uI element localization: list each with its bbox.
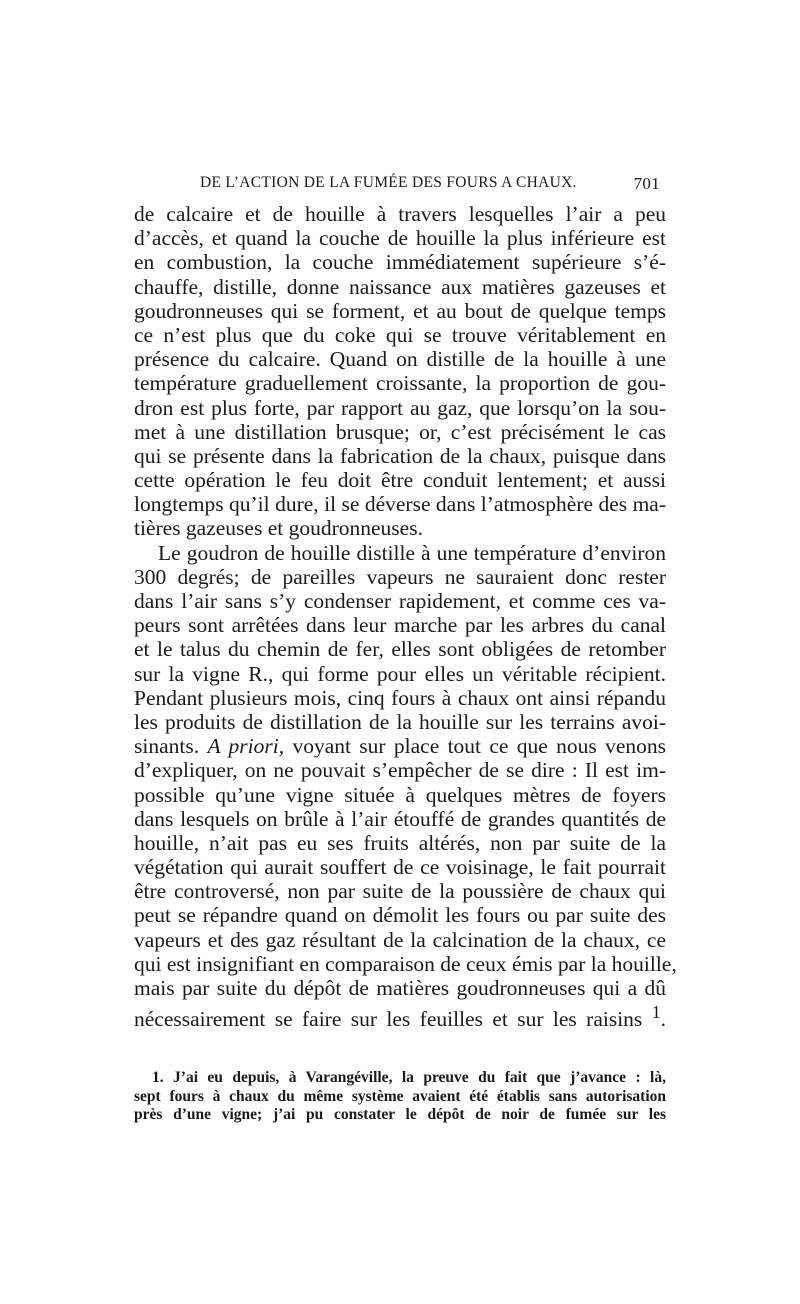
- text-line: Pendant plusieurs mois, cinq fours à chaux ont ainsi répandu: [134, 685, 666, 710]
- text-line: ce n’est plus que du coke qui se trouve véritablement en: [134, 322, 666, 347]
- text-line: température graduellement croissante, la proportion de gou-: [134, 371, 666, 396]
- text-line: [134, 1000, 667, 1032]
- running-title: DE L’ACTION DE LA FUMÉE DES FOURS A CHAUX.: [200, 174, 577, 191]
- text-line: d’expliquer, on ne pouvait s’empêcher de se dire : Il est im-: [134, 758, 666, 783]
- text-line: cette opération le feu doit être conduit lentement; et aussi: [134, 468, 666, 493]
- text-line: peut se répandre quand on démolit les fours ou par suite des: [134, 903, 666, 928]
- text-line: dans l’air sans s’y condenser rapidement, et comme ces va-: [134, 589, 666, 613]
- text-line: qui est insignifiant en comparaison de ceux émis par la houille,: [134, 951, 677, 976]
- footnote-marker: 1: [651, 1002, 661, 1023]
- page-number: 701: [633, 174, 660, 193]
- text-line: possible qu’une vigne située à quelques mètres de foyers: [134, 782, 666, 807]
- text-line: mais par suite du dépôt de matières goudronneuses qui a dû: [134, 976, 666, 1000]
- footnote-line: 1. J’ai eu depuis, à Varangéville, la preuve du fait que j’avance : là,: [152, 1069, 666, 1086]
- text-line: 300 degrés; de pareilles vapeurs ne sauraient donc rester: [134, 564, 666, 589]
- text-line: végétation qui aurait souffert de ce voisinage, le fait pourrait: [134, 855, 666, 880]
- text-segment: .: [660, 1007, 667, 1032]
- paragraph-end-line: tières gazeuses et goudronneuses.: [134, 516, 423, 541]
- text-segment: nécessairement se faire sur les feuilles et sur les raisins: [134, 1007, 643, 1032]
- paragraph-start-line: Le goudron de houille distille à une température d’environ: [158, 540, 666, 565]
- main-text: [134, 202, 677, 1032]
- text-line: goudronneuses qui se forment, et au bout de quelque temps: [134, 298, 666, 323]
- text-line: dans lesquels on brûle à l’air étouffé de grandes quantités de: [134, 806, 666, 831]
- text-line: de calcaire et de houille à travers lesquelles l’air a peu: [134, 202, 666, 226]
- text-line: vapeurs et des gaz résultant de la calcination de la chaux, ce: [134, 927, 666, 952]
- text-segment: voyant sur place tout ce que nous venons: [292, 734, 667, 759]
- footnote: [134, 1069, 666, 1125]
- text-line: dron est plus forte, par rapport au gaz, que lorsqu’on la sou-: [134, 395, 666, 420]
- text-line: être controversé, non par suite de la poussière de chaux qui: [134, 879, 666, 904]
- text-line: d’accès, et quand la couche de houille la plus inférieure est: [134, 226, 666, 251]
- text-line: [134, 734, 666, 758]
- text-line: les produits de distillation de la houille sur les terrains avoi-: [134, 709, 666, 734]
- italic-phrase: A priori,: [207, 734, 285, 759]
- text-line: présence du calcaire. Quand on distille de la houille à une: [134, 347, 666, 372]
- text-segment: sinants.: [134, 734, 200, 759]
- footnote-line: sept fours à chaux du même système avaient été établis sans autorisation: [134, 1087, 666, 1105]
- text-line: houille, n’ait pas eu ses fruits altérés, non par suite de la: [134, 830, 666, 855]
- text-line: sur la vigne R., qui forme pour elles un véritable récipient.: [134, 661, 666, 686]
- text-line: met à une distillation brusque; or, c’est précisément le cas: [134, 419, 666, 444]
- text-line: chauffe, distille, donne naissance aux matières gazeuses et: [134, 274, 666, 299]
- footnote-line: près d’une vigne; j’ai pu constater le dépôt de noir de fumée sur les: [134, 1106, 666, 1123]
- running-header: [134, 174, 666, 198]
- text-line: en combustion, la couche immédiatement supérieure s’é-: [134, 250, 666, 275]
- text-line: longtemps qu’il dure, il se déverse dans l’atmosphère des ma-: [134, 492, 666, 517]
- text-line: peurs sont arrêtées dans leur marche par les arbres du canal: [134, 613, 666, 638]
- text-line: et le talus du chemin de fer, elles sont obligées de retomber: [134, 637, 666, 662]
- text-line: qui se présente dans la fabrication de la chaux, puisque dans: [134, 443, 666, 468]
